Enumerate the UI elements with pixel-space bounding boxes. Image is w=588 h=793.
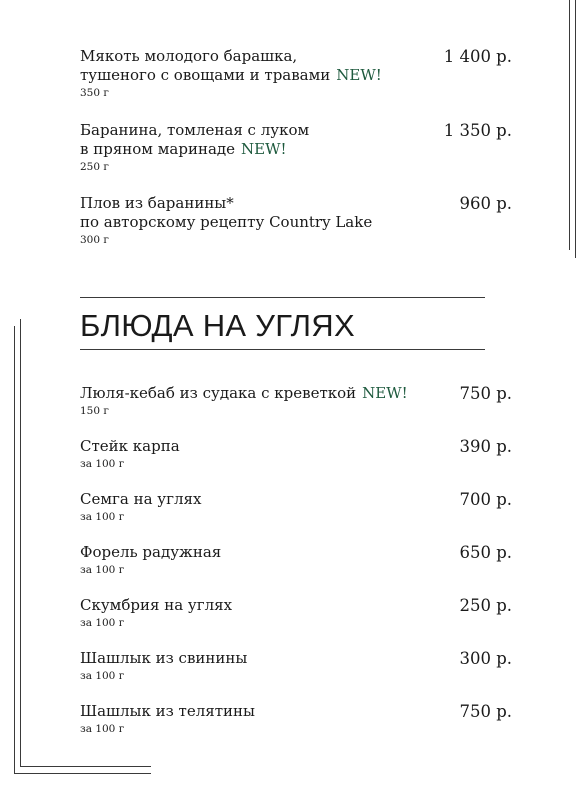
new-badge: NEW! <box>362 384 408 402</box>
menu-item <box>80 437 512 471</box>
menu-item <box>80 543 512 577</box>
frame-line-right-outer <box>575 0 576 258</box>
item-price: 390 р. <box>459 437 512 456</box>
section-rule-bottom <box>80 349 485 350</box>
frame-line-left-inner <box>20 319 21 767</box>
item-name-text: в пряном маринаде <box>80 140 236 158</box>
item-name-text: Люля-кебаб из судака с креветкой <box>80 384 357 402</box>
item-name-line: Плов из баранины* <box>80 194 234 212</box>
item-name: Шашлык из свинины <box>80 649 248 667</box>
item-name: Скумбрия на углях <box>80 596 233 614</box>
item-name-line: Баранина, томленая с луком <box>80 121 310 139</box>
menu-item <box>80 384 512 418</box>
item-name <box>80 121 420 159</box>
section-rule-top <box>80 297 485 298</box>
menu-item <box>80 649 512 683</box>
item-price: 750 р. <box>459 702 512 721</box>
item-name-line <box>80 66 420 85</box>
item-name-text: тушеного с овощами и травами <box>80 66 331 84</box>
item-weight: 300 г <box>80 234 109 246</box>
item-price: 300 р. <box>459 649 512 668</box>
new-badge: NEW! <box>241 140 287 158</box>
frame-line-left-outer <box>14 326 15 774</box>
item-weight: 150 г <box>80 405 109 417</box>
menu-item <box>80 194 512 247</box>
item-price: 250 р. <box>459 596 512 615</box>
menu-item <box>80 121 512 174</box>
item-weight: 250 г <box>80 161 109 173</box>
item-name <box>80 194 420 232</box>
frame-line-bottom-outer <box>14 773 151 774</box>
item-name: Стейк карпа <box>80 437 180 455</box>
new-badge: NEW! <box>336 66 382 84</box>
item-weight: за 100 г <box>80 617 125 629</box>
item-weight: за 100 г <box>80 670 125 682</box>
item-price: 650 р. <box>459 543 512 562</box>
item-name-line <box>80 140 420 159</box>
item-price: 1 350 р. <box>443 121 512 140</box>
frame-line-bottom-inner <box>20 766 151 767</box>
item-name <box>80 47 420 85</box>
frame-line-right-inner <box>569 0 570 250</box>
menu-item <box>80 490 512 524</box>
menu-item <box>80 702 512 736</box>
item-name: Форель радужная <box>80 543 222 561</box>
item-weight: за 100 г <box>80 564 125 576</box>
item-name: Семга на углях <box>80 490 202 508</box>
section-title: БЛЮДА НА УГЛЯХ <box>80 308 355 343</box>
item-weight: за 100 г <box>80 511 125 523</box>
menu-item <box>80 47 512 100</box>
item-weight: 350 г <box>80 87 109 99</box>
item-name: Шашлык из телятины <box>80 702 255 720</box>
item-price: 750 р. <box>459 384 512 403</box>
item-weight: за 100 г <box>80 458 125 470</box>
menu-item <box>80 596 512 630</box>
item-price: 1 400 р. <box>443 47 512 66</box>
item-name-line: Мякоть молодого барашка, <box>80 47 298 65</box>
item-price: 960 р. <box>459 194 512 213</box>
item-name-line: по авторскому рецепту Country Lake <box>80 213 373 231</box>
item-price: 700 р. <box>459 490 512 509</box>
item-name <box>80 384 420 403</box>
item-weight: за 100 г <box>80 723 125 735</box>
